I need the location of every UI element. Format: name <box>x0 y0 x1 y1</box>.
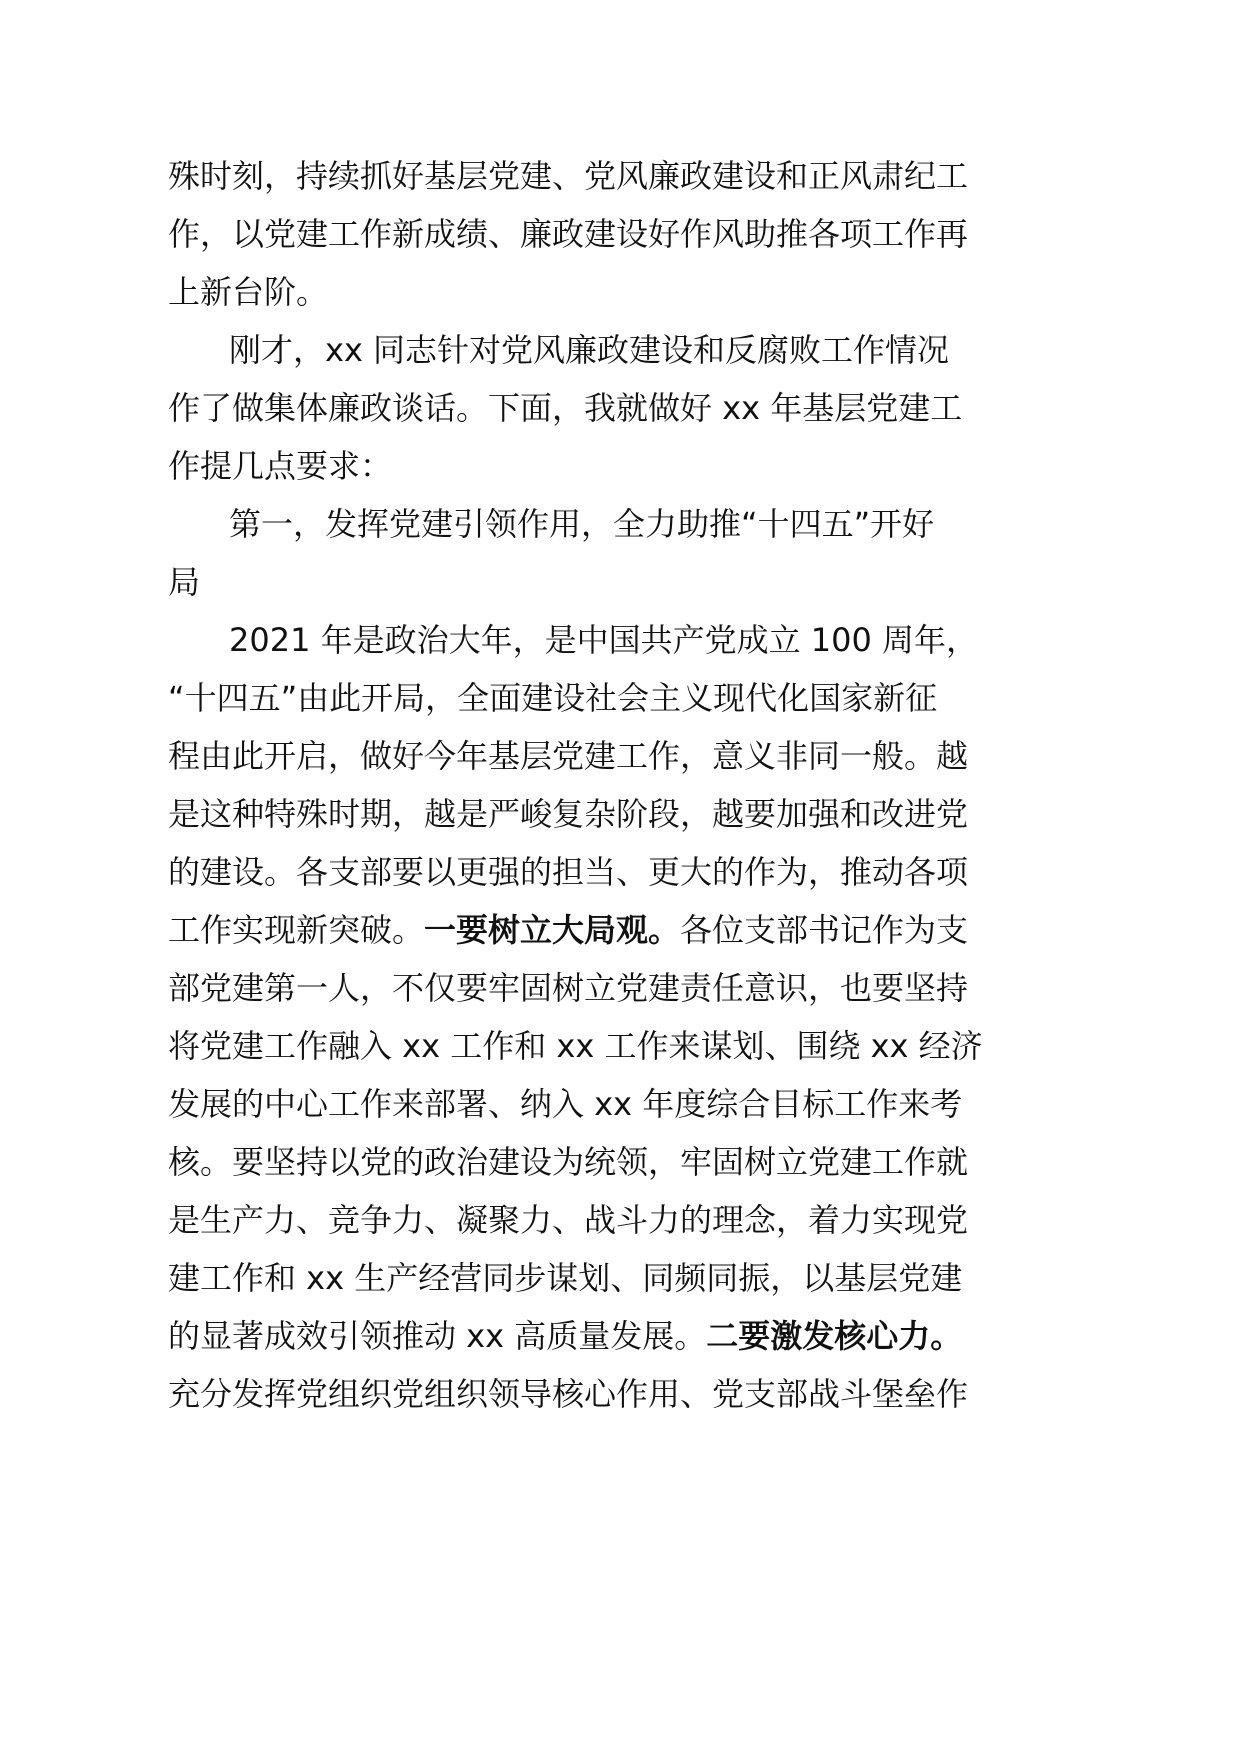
text-run: 工作实现新突破。 <box>168 911 425 949</box>
text-run: 充分发挥党组织党组织领导核心作用、党支部战斗堡垒作 <box>168 1375 969 1413</box>
bold-run: 一要树立大局观。 <box>424 911 681 949</box>
text-run: 刚才，xx 同志针对党风廉政建设和反腐败工作情况 <box>229 331 950 369</box>
text-line <box>168 906 968 954</box>
text-run: 第一，发挥党建引领作用，全力助推“十四五”开好 <box>229 505 935 543</box>
text-run: 核。要坚持以党的政治建设为统领，牢固树立党建工作就 <box>168 1143 969 1181</box>
text-line <box>168 1022 983 1070</box>
text-run: 的显著成效引领推动 xx 高质量发展。 <box>168 1317 707 1355</box>
text-run: 局 <box>168 563 201 601</box>
text-line <box>229 616 978 664</box>
text-line <box>168 1254 962 1302</box>
text-line <box>168 384 962 432</box>
text-line <box>168 210 968 258</box>
text-run: “十四五”由此开局，全面建设社会主义现代化国家新征 <box>168 679 938 717</box>
text-line <box>229 326 949 374</box>
bold-run: 二要激发核心力。 <box>706 1317 963 1355</box>
section-heading <box>229 500 934 548</box>
text-run: 是这种特殊时期，越是严峻复杂阶段，越要加强和改进党 <box>168 795 969 833</box>
text-line <box>168 1370 968 1418</box>
text-run: 建工作和 xx 生产经营同步谋划、同频同振，以基层党建 <box>168 1259 963 1297</box>
text-line <box>168 1080 962 1128</box>
section-heading <box>168 558 200 606</box>
text-run: 2021 年是政治大年，是中国共产党成立 100 周年， <box>229 621 979 659</box>
text-line <box>168 442 392 490</box>
text-run: 将党建工作融入 xx 工作和 xx 工作来谋划、围绕 xx 经济 <box>168 1027 983 1065</box>
text-line <box>168 732 968 780</box>
text-line <box>168 152 968 200</box>
text-run: 发展的中心工作来部署、纳入 xx 年度综合目标工作来考 <box>168 1085 963 1123</box>
text-run: 作提几点要求： <box>168 447 393 485</box>
text-run: 部党建第一人，不仅要牢固树立党建责任意识，也要坚持 <box>168 969 969 1007</box>
text-run: 各位支部书记作为支 <box>680 911 969 949</box>
text-run: 殊时刻，持续抓好基层党建、党风廉政建设和正风肃纪工 <box>168 157 969 195</box>
text-line <box>168 1312 962 1360</box>
text-line <box>168 964 968 1012</box>
text-run: 作，以党建工作新成绩、廉政建设好作风助推各项工作再 <box>168 215 969 253</box>
text-run: 的建设。各支部要以更强的担当、更大的作为，推动各项 <box>168 853 969 891</box>
text-run: 上新台阶。 <box>168 273 329 311</box>
text-line <box>168 268 328 316</box>
text-run: 作了做集体廉政谈话。下面，我就做好 xx 年基层党建工 <box>168 389 963 427</box>
text-run: 程由此开启，做好今年基层党建工作，意义非同一般。越 <box>168 737 969 775</box>
text-line <box>168 674 937 722</box>
text-line <box>168 1138 968 1186</box>
text-line <box>168 848 968 896</box>
text-line <box>168 790 968 838</box>
text-line <box>168 1196 968 1244</box>
text-run: 是生产力、竞争力、凝聚力、战斗力的理念，着力实现党 <box>168 1201 969 1239</box>
